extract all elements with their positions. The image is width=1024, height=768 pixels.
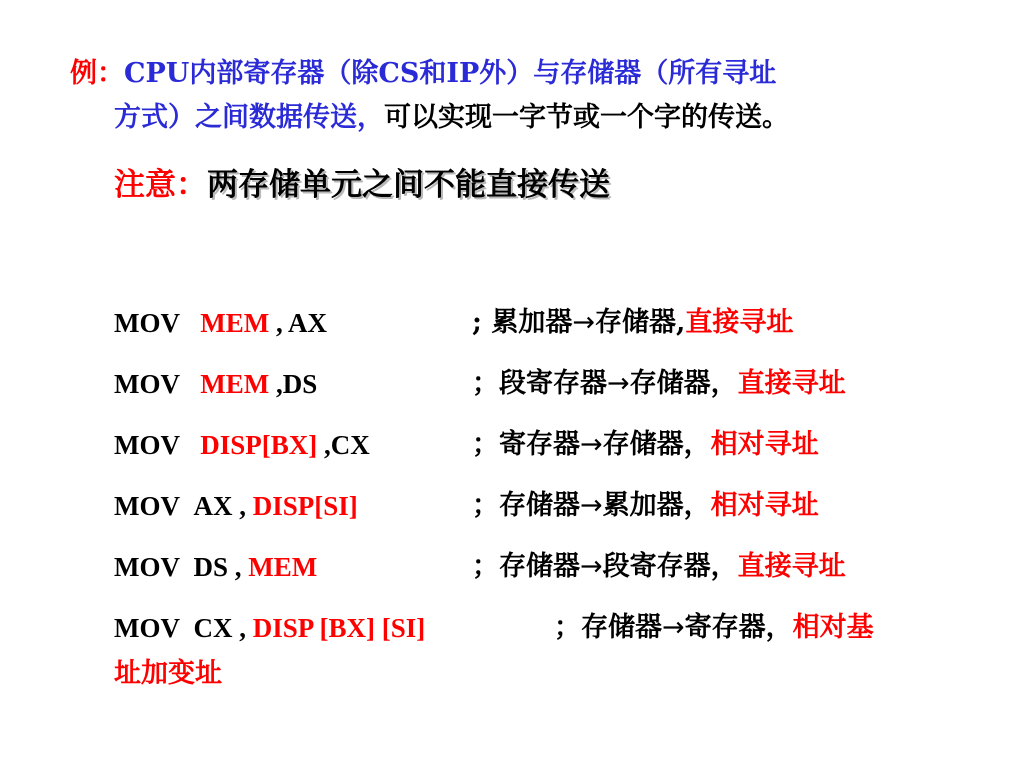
comment-text: ；存储器 <box>554 612 662 643</box>
operand-2: DISP[SI] <box>252 491 358 521</box>
comment-text-2: 存储器， <box>602 429 711 460</box>
instruction-row <box>114 483 984 544</box>
instruction <box>114 544 317 590</box>
instruction-comment <box>472 422 819 468</box>
note-label: 注意： <box>114 167 207 203</box>
opcode: MOV <box>114 369 180 399</box>
right-arrow-icon: → <box>607 368 630 399</box>
right-arrow-icon: → <box>580 429 603 460</box>
instruction <box>114 422 370 468</box>
opcode: MOV <box>114 308 180 338</box>
opcode: MOV <box>114 613 180 643</box>
right-arrow-icon: → <box>580 490 603 521</box>
instruction-comment <box>472 361 846 407</box>
operand-1: DISP[BX] <box>200 430 318 460</box>
instruction-comment <box>472 300 793 346</box>
operand-2: CX <box>330 430 370 460</box>
right-arrow-icon: → <box>580 551 603 582</box>
instruction <box>114 361 317 407</box>
opcode: MOV <box>114 430 180 460</box>
addressing-mode: 相对基 <box>792 612 874 643</box>
operand-1: DS <box>193 552 228 582</box>
operand-2: DISP [BX] [SI] <box>252 613 426 643</box>
instruction-list <box>114 300 984 705</box>
instruction-row <box>114 422 984 483</box>
note-line <box>114 163 610 207</box>
addressing-mode: 相对寻址 <box>710 490 819 521</box>
operand-separator: , <box>232 491 253 521</box>
instruction-row <box>114 544 984 605</box>
comment-text: ; 累加器 <box>472 307 573 338</box>
opcode: MOV <box>114 552 180 582</box>
addressing-mode: 直接寻址 <box>737 368 846 399</box>
right-arrow-icon: → <box>662 612 685 643</box>
example-label: 例： <box>70 58 124 89</box>
operand-1: AX <box>193 491 233 521</box>
example-line-1 <box>70 52 970 96</box>
example-line-2 <box>70 96 970 140</box>
addressing-mode-continued: 址加变址 <box>114 658 222 689</box>
right-arrow-icon: → <box>572 307 595 338</box>
operand-2: AX <box>287 308 327 338</box>
instruction <box>114 300 327 346</box>
operand-separator: , <box>269 369 283 399</box>
instruction <box>114 483 358 529</box>
operand-separator: , <box>232 613 253 643</box>
operand-2: MEM <box>248 552 318 582</box>
example-text-blue-1: CPU内部寄存器（除CS和IP外）与存储器（所有寻址 <box>124 58 777 89</box>
operand-2: DS <box>282 369 318 399</box>
addressing-mode: 直接寻址 <box>737 551 846 582</box>
operand-1: MEM <box>200 369 270 399</box>
instruction-comment <box>472 544 846 590</box>
instruction-comment <box>554 605 874 651</box>
addressing-mode: 相对寻址 <box>710 429 819 460</box>
instruction-row <box>114 605 984 705</box>
comment-text-2: 段寄存器， <box>602 551 738 582</box>
note-text: 两存储单元之间不能直接传送 <box>207 167 610 203</box>
operand-1: MEM <box>200 308 270 338</box>
operand-separator: , <box>228 552 249 582</box>
opcode: MOV <box>114 491 180 521</box>
operand-separator: , <box>317 430 331 460</box>
comment-text: ；存储器 <box>472 551 580 582</box>
instruction-row <box>114 300 984 361</box>
operand-separator: , <box>269 308 288 338</box>
addressing-mode: 直接寻址 <box>685 307 794 338</box>
example-text-black: 可以实现一字节或一个字的传送。 <box>384 102 789 133</box>
comment-text-2: 寄存器， <box>684 612 793 643</box>
comment-text-2: 存储器, <box>595 307 686 338</box>
comment-text-2: 累加器， <box>602 490 711 521</box>
comment-text: ；寄存器 <box>472 429 580 460</box>
operand-1: CX <box>193 613 233 643</box>
comment-text: ；段寄存器 <box>472 368 607 399</box>
instruction-row <box>114 361 984 422</box>
comment-text-2: 存储器， <box>629 368 738 399</box>
instruction-comment <box>472 483 819 529</box>
instruction <box>114 605 425 651</box>
example-text-blue-2: 方式）之间数据传送， <box>114 102 384 133</box>
example-paragraph <box>70 52 970 140</box>
comment-text: ；存储器 <box>472 490 580 521</box>
